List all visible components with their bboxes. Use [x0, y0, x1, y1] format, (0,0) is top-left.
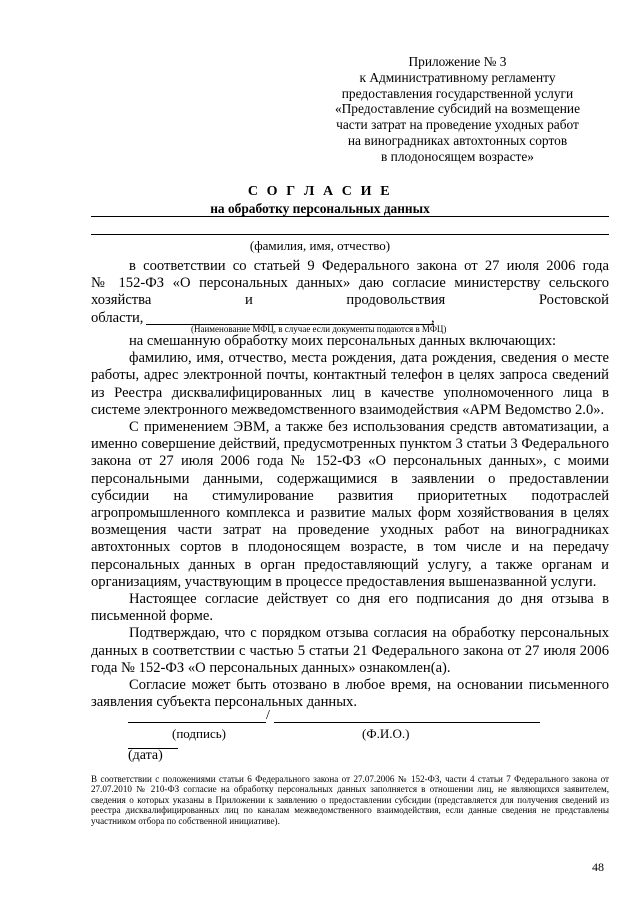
- appendix-header-line: к Административному регламенту: [359, 69, 556, 85]
- consent-word: и: [244, 292, 253, 309]
- consent-block: [91, 258, 609, 334]
- mfc-caption: (Наименование МФЦ, в случае если документы подаются в МФЦ): [191, 323, 447, 334]
- appendix-header-line: части затрат на проведение уходных работ: [336, 117, 579, 133]
- subtitle-rule: [91, 216, 609, 217]
- consent-line: в соответствии со статьей 9 Федерального закона от 27 июля 2006 года: [129, 258, 609, 274]
- footnote: В соответствии с положениями статьи 6 Федерального закона от 27.07.2006 № 152-ФЗ, части 4 статьи 7 Федерального закона от 27.07.2010 № 210-ФЗ согласие на обработку персональных данных заполняется в отношении лиц, не являющихся заявителем, сведения о которых указаны в Приложении к заявлению о предоставлении субсидии (представляется для получения сведений из реестра дисквалифицированных лиц по каналам межведомственного взаимодействия, если данные сведения не представлены участником отбора по собственной инициативе).: [91, 774, 609, 826]
- appendix-header-line: предоставления государственной услуги: [341, 85, 574, 101]
- signature-caption: (подпись): [172, 726, 226, 741]
- appendix-header-line: на виноградниках автохтонных сортов: [347, 132, 568, 148]
- mfc-line: [91, 309, 609, 334]
- appendix-header: [300, 54, 615, 165]
- document-title: С О Г Л А С И Е: [247, 184, 393, 199]
- evm-paragraph: С применением ЭВМ, а также без использования средств автоматизации, а именно совершение действий, предусмотренных пунктом 3 статьи 3 Федерального закона от 27 июля 2006 года № 152-ФЗ «О персональных данных», с моими персональными данными, содержащимися в заявлении о предоставлении субсидии на стимулирование развития приоритетных подотраслей агропромышленного комплекса и развитие малых форм хозяйствования в целях возмещения части затрат на проведение уходных работ на виноградниках автохтонных сортов в плодоносящем возрасте, в том числе и на передачу персональных данных в орган предоставляющий услугу, а также органам и организациям, участвующим в процессе предоставления вышеназванной услуги.: [91, 419, 609, 590]
- consent-word: хозяйства: [91, 292, 152, 309]
- consent-body: [91, 333, 609, 711]
- consent-line: [91, 292, 609, 309]
- validity-paragraph: Настоящее согласие действует со дня его подписания до дня отзыва в письменной форме.: [91, 591, 609, 625]
- appendix-header-line: в плодоносящем возрасте»: [381, 148, 534, 164]
- fio-signature-caption: (Ф.И.О.): [362, 726, 410, 741]
- confirm-paragraph: Подтверждаю, что с порядком отзыва согласия на обработку персональных данных в соответствии с частью 5 статьи 21 Федерального закона от 27 июля 2006 года № 152-ФЗ «О персональных данных» ознакомлен(а).: [91, 625, 609, 676]
- region-label: области,: [91, 309, 144, 326]
- processing-paragraph: на смешанную обработку моих персональных данных включающих:: [129, 333, 557, 349]
- fio-fill-line[interactable]: [91, 234, 609, 235]
- consent-line: № 152-ФЗ «О персональных данных» даю согласие министерству сельского: [91, 275, 609, 292]
- mfc-comma: ,: [431, 309, 435, 326]
- signature-slash: /: [266, 708, 270, 723]
- consent-word: продовольствия: [346, 292, 446, 309]
- consent-word: Ростовской: [538, 292, 609, 309]
- fio-signature-fill-line[interactable]: [274, 722, 540, 723]
- revoke-paragraph: Согласие может быть отозвано в любое время, на основании письменного заявления субъекта персональных данных.: [91, 677, 609, 711]
- date-caption: (дата): [128, 748, 163, 763]
- data-list-paragraph: фамилию, имя, отчество, места рождения, дата рождения, сведения о месте работы, адрес электронной почты, контактный телефон в целях запроса сведений из Реестра дисквалифицированных лиц в качестве уполномоченного лица в системе электронного межведомственного взаимодействия «АРМ Ведомство 2.0».: [91, 350, 609, 418]
- appendix-header-line: Приложение № 3: [408, 54, 507, 69]
- fio-caption: (фамилия, имя, отчество): [249, 238, 391, 253]
- signature-fill-line[interactable]: [128, 722, 266, 723]
- document-subtitle: на обработку персональных данных: [210, 201, 430, 216]
- appendix-header-line: «Предоставление субсидий на возмещение: [334, 101, 581, 117]
- page-number: 48: [592, 860, 604, 874]
